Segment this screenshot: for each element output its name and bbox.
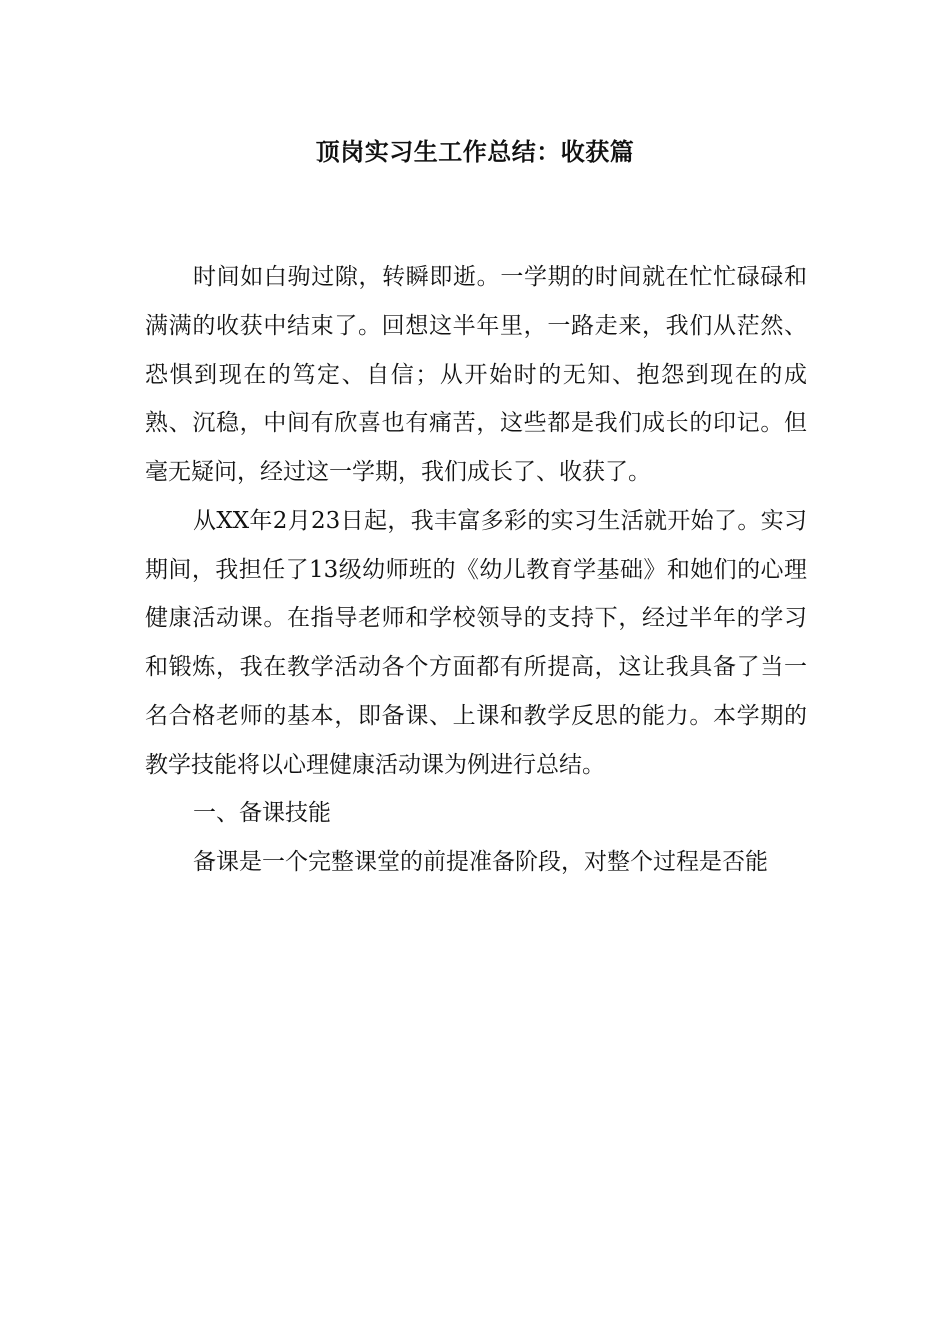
paragraph-internship: 从XX年2月23日起，我丰富多彩的实习生活就开始了。实习期间，我担任了13级幼师班的《幼儿教育学基础》和她们的心理健康活动课。在指导老师和学校领导的支持下，经过半年的学习和锻炼，我在教学活动各个方面都有所提高，这让我具备了当一名合格老师的基本，即备课、上课和教学反思的能力。本学期的教学技能将以心理健康活动课为例进行总结。	[145, 507, 807, 778]
paragraph-lesson-prep: 备课是一个完整课堂的前提准备阶段，对整个过程是否能	[193, 849, 768, 875]
paragraph-intro: 时间如白驹过隙，转瞬即逝。一学期的时间就在忙忙碌碌和满满的收获中结束了。回想这半年里，一路走来，我们从茫然、恐惧到现在的笃定、自信；从开始时的无知、抱怨到现在的成熟、沉稳，中间有欣喜也有痛苦，这些都是我们成长的印记。但毫无疑问，经过这一学期，我们成长了、收获了。	[145, 264, 807, 485]
document-title: 顶岗实习生工作总结：收获篇	[315, 138, 635, 166]
section-heading-lesson-prep: 一、备课技能	[193, 800, 331, 827]
document-body	[145, 253, 807, 887]
